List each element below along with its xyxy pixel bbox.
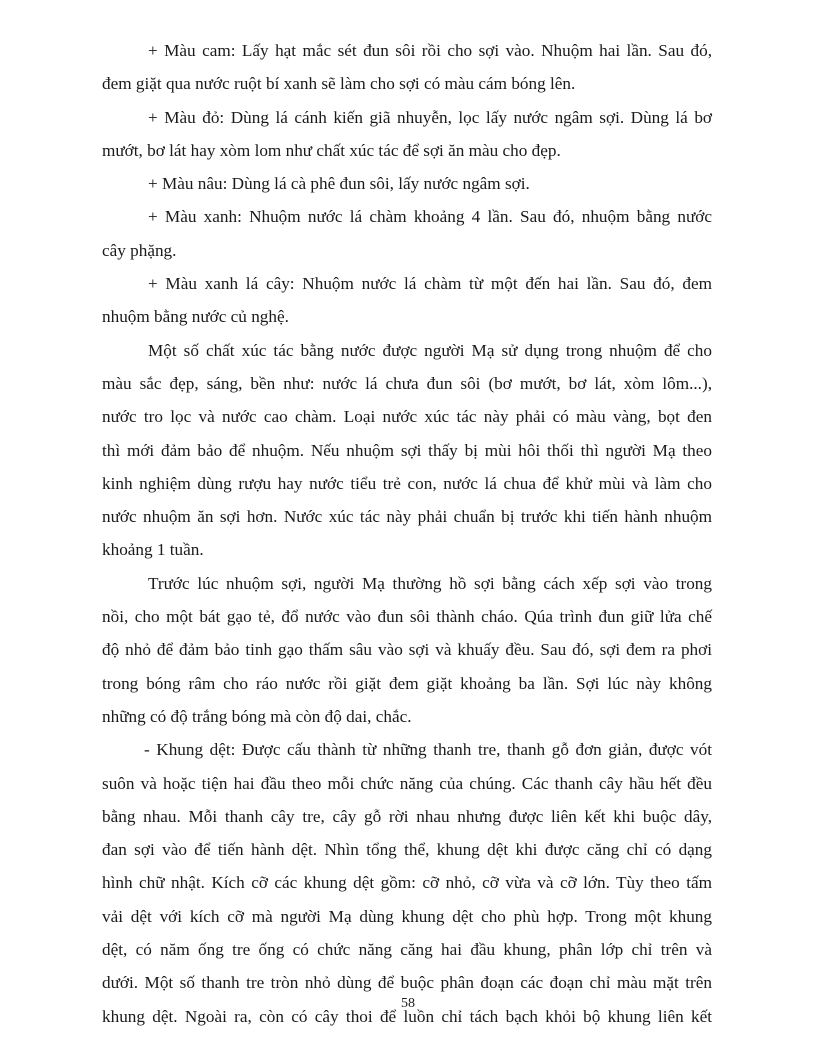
text-line: cây phặng. <box>102 240 177 260</box>
text-line: khoảng 1 tuần. <box>102 540 204 560</box>
text-line: dệt, có năm ống tre ống có chức năng căng hai đầu khung, phân lớp chỉ trên và <box>102 940 712 960</box>
text-line: những có độ trắng bóng mà còn độ dai, chắc. <box>102 706 412 726</box>
paragraph-catalysts <box>102 334 712 567</box>
paragraph-loom <box>102 733 712 1033</box>
text-line: nồi, cho một bát gạo tẻ, đổ nước vào đun sôi thành cháo. Qúa trình đun giữ lửa chế <box>102 607 712 627</box>
text-line: kinh nghiệm dùng rượu hay nước tiểu trẻ con, nước lá chua để khử mùi và làm cho <box>102 473 712 493</box>
page-number: 58 <box>401 996 415 1011</box>
paragraph-sizing-yarn <box>102 567 712 733</box>
text-line: Trước lúc nhuộm sợi, người Mạ thường hồ sợi bằng cách xếp sợi vào trong <box>148 573 712 593</box>
text-line: nước nhuộm ăn sợi hơn. Nước xúc tác này phải chuẩn bị trước khi tiến hành nhuộm <box>102 507 712 527</box>
body-text <box>102 34 712 1033</box>
text-line: dưới. Một số thanh tre tròn nhỏ dùng để buộc phân đoạn các đoạn chỉ màu mặt trên <box>102 973 712 993</box>
paragraph-green-dye <box>102 267 712 334</box>
text-line: màu sắc đẹp, sáng, bền như: nước lá chưa đun sôi (bơ mướt, bơ lát, xòm lôm...), <box>102 373 712 393</box>
text-line: đan sợi vào để tiến hành dệt. Nhìn tổng thể, khung dệt khi được căng chỉ có dạng <box>102 840 712 860</box>
text-line: + Màu đỏ: Dùng lá cánh kiến giã nhuyễn, lọc lấy nước ngâm sợi. Dùng lá bơ <box>148 107 712 127</box>
text-line: + Màu xanh: Nhuộm nước lá chàm khoảng 4 lần. Sau đó, nhuộm bằng nước <box>148 207 712 227</box>
text-line: nước tro lọc và nước cao chàm. Loại nước xúc tác này phải có màu vàng, bọt đen <box>102 407 712 427</box>
text-line: + Màu xanh lá cây: Nhuộm nước lá chàm từ một đến hai lần. Sau đó, đem <box>148 274 712 294</box>
text-line: thì mới đảm bảo để nhuộm. Nếu nhuộm sợi thấy bị mùi hôi thối thì người Mạ theo <box>102 440 712 460</box>
paragraph-orange-dye <box>102 34 712 101</box>
text-line: + Màu nâu: Dùng lá cà phê đun sôi, lấy nước ngâm sợi. <box>148 174 530 194</box>
text-line: Một số chất xúc tác bằng nước được người Mạ sử dụng trong nhuộm để cho <box>148 340 712 360</box>
text-line: độ nhỏ để đảm bảo tinh gạo thấm sâu vào sợi và khuấy đều. Sau đó, sợi đem ra phơi <box>102 640 712 660</box>
paragraph-blue-dye <box>102 200 712 267</box>
text-line: mướt, bơ lát hay xòm lom như chất xúc tác để sợi ăn màu cho đẹp. <box>102 140 561 160</box>
paragraph-red-dye <box>102 101 712 168</box>
text-line: vải dệt với kích cỡ mà người Mạ dùng khung dệt cho phù hợp. Trong một khung <box>102 906 712 926</box>
text-line: + Màu cam: Lấy hạt mắc sét đun sôi rồi cho sợi vào. Nhuộm hai lần. Sau đó, <box>148 41 712 60</box>
text-line: trong bóng râm cho ráo nước rồi giặt đem giặt khoảng ba lần. Sợi lúc này không <box>102 673 712 693</box>
text-line: bằng nhau. Mỗi thanh cây tre, cây gỗ rời nhau nhưng được liên kết khi buộc dây, <box>102 806 712 826</box>
text-line: đem giặt qua nước ruột bí xanh sẽ làm cho sợi có màu cám bóng lên. <box>102 74 576 94</box>
text-line: nhuộm bằng nước củ nghệ. <box>102 307 289 327</box>
text-line: hình chữ nhật. Kích cỡ các khung dệt gồm: cỡ nhỏ, cỡ vừa và cỡ lớn. Tùy theo tấm <box>102 873 712 893</box>
text-line: - Khung dệt: Được cấu thành từ những thanh tre, thanh gỗ đơn giản, được vót <box>144 740 712 760</box>
text-line: suôn và hoặc tiện hai đầu theo mỗi chức năng của chúng. Các thanh cây hầu hết đều <box>102 773 712 793</box>
paragraph-brown-dye <box>102 167 712 200</box>
text-line: khung dệt. Ngoài ra, còn có cây thoi để luồn chỉ tách bạch khỏi bộ khung liên kết <box>102 1006 712 1026</box>
